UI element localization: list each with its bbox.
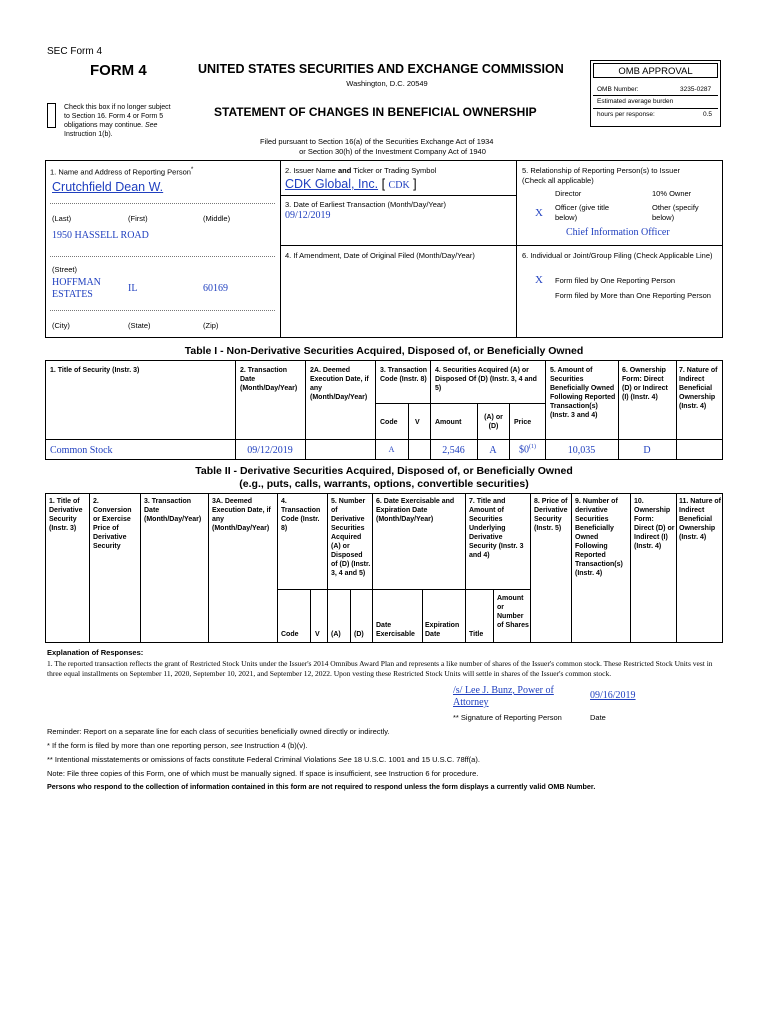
t2-h-code: 4. Transaction Code (Instr. 8)	[281, 498, 321, 532]
ticker-bracket: ]	[413, 177, 417, 191]
table1-title: Table I - Non-Derivative Securities Acquired, Disposed of, or Beneficially Owned	[184, 345, 584, 357]
director-option[interactable]: Director	[555, 189, 582, 198]
checkbox-instructions	[64, 103, 189, 139]
ticker-bracket: [	[381, 177, 386, 191]
t2-sub-expiration: Expiration Date	[425, 622, 460, 638]
t2-sub-code: Code	[281, 631, 299, 638]
t2-sub-v: V	[315, 631, 320, 638]
reminder-note: Reminder: Report on a separate line for each class of securities beneficially owned directly or indirectly.	[47, 727, 390, 736]
t1-sub-ad: (A) or (D)	[484, 414, 503, 430]
issuer-name[interactable]: CDK Global, Inc.	[285, 177, 379, 191]
note-part: 18 U.S.C. 1001 and 15 U.S.C. 78ff(a).	[353, 755, 480, 764]
last-name-label: (Last)	[52, 214, 72, 223]
t1-h-date: 2. Transaction Date (Month/Day/Year)	[240, 367, 298, 392]
omb-disclaimer: Persons who respond to the collection of information contained in this form are not required to respond unless the form displays a currently valid OMB Number.	[47, 782, 596, 791]
relationship-label-line: (Check all applicable)	[522, 176, 594, 185]
t2-h-number: 5. Number of Derivative Securities Acquired (A) or Disposed of (D) (Instr. 3, 4 and 5)	[331, 498, 371, 577]
earliest-date-value: 09/12/2019	[285, 210, 331, 221]
reporting-person-name[interactable]: Crutchfield Dean W.	[52, 180, 164, 194]
t1-sub-code: Code	[380, 419, 398, 426]
omb-number-value: 3235-0287	[680, 86, 712, 93]
first-name-label: (First)	[128, 214, 148, 223]
street-label: (Street)	[52, 265, 78, 274]
t1-row-title: Common Stock	[50, 445, 113, 456]
relationship-label	[522, 166, 680, 186]
omb-title: OMB APPROVAL	[618, 66, 693, 77]
misstatement-note	[47, 755, 480, 764]
statement-title: STATEMENT OF CHANGES IN BENEFICIAL OWNERSHIP	[214, 105, 537, 119]
t2-h-price: 8. Price of Derivative Security (Instr. 5)	[534, 498, 568, 532]
note-part: * If the form is filed by more than one reporting person,	[47, 741, 229, 750]
t1-row-price	[519, 444, 536, 455]
checkbox-text-see: See	[144, 122, 158, 129]
signature: /s/ Lee J. Bunz, Power of Attorney	[453, 685, 554, 708]
t2-sub-amount: Amount or Number of Shares	[497, 595, 529, 629]
copies-note: Note: File three copies of this Form, one of which must be manually signed. If space is insufficient, see Instruction 6 for procedure.	[47, 769, 479, 778]
t2-h-owned: 9. Number of derivative Securities Beneficially Owned Following Reported Transaction(s) (Instr. 4)	[575, 498, 623, 577]
t1-row-code: A	[388, 445, 395, 454]
note-italic: see	[230, 741, 243, 750]
omb-hours-value: 0.5	[703, 111, 713, 118]
filing-more-option[interactable]: Form filed by More than One Reporting Person	[555, 291, 711, 300]
city-value: HOFFMAN ESTATES	[52, 277, 101, 300]
t1-h-title: 1. Title of Security (Instr. 3)	[50, 367, 140, 374]
table2-subtitle: (e.g., puts, calls, warrants, options, convertible securities)	[239, 478, 529, 490]
multi-person-note	[47, 741, 308, 750]
t2-h-underlying: 7. Title and Amount of Securities Underlying Derivative Security (Instr. 3 and 4)	[469, 498, 524, 559]
t1-row-price-note: (1)	[529, 444, 536, 450]
city-label: (City)	[52, 321, 70, 330]
earliest-date-label: 3. Date of Earliest Transaction (Month/Day/Year)	[285, 200, 447, 209]
reporting-person-label-text: 1. Name and Address of Reporting Person	[50, 167, 191, 177]
ticker-symbol: CDK	[388, 180, 410, 191]
issuer-name-row	[285, 177, 417, 191]
officer-title: Chief Information Officer	[566, 227, 670, 238]
filing-one-checkmark[interactable]: X	[535, 274, 543, 286]
state-value: IL	[128, 283, 138, 294]
no-longer-subject-checkbox[interactable]	[47, 103, 56, 128]
t2-sub-date-exercisable: Date Exercisable	[376, 622, 415, 638]
omb-burden-label: Estimated average burden	[597, 98, 674, 105]
checkbox-text-part: obligations may continue.	[64, 122, 143, 129]
t1-row-owned: 10,035	[567, 445, 596, 456]
commission-title: UNITED STATES SECURITIES AND EXCHANGE COMMISSION	[198, 62, 564, 76]
explanation-text: 1. The reported transaction reflects the grant of Restricted Stock Units under the Issuer's 2014 Omnibus Award Plan and represents a like number of shares of the Issuer's common stock. These Restricted Stock Units vest in three equal installments on September 11, 2020, September 10, 2021, and September 12, 2022. Upon vesting these Restricted Stock Units will settle in shares of the Issuer's common stock.	[47, 659, 713, 678]
middle-name-label: (Middle)	[203, 214, 231, 223]
t1-sub-v: V	[415, 419, 420, 426]
note-italic: See	[338, 755, 352, 764]
t1-sub-price: Price	[514, 419, 532, 426]
t2-h-exercisable: 6. Date Exercisable and Expiration Date (Month/Day/Year)	[376, 498, 455, 523]
t1-row-form: D	[643, 445, 651, 456]
checkbox-text-line	[64, 121, 189, 130]
t1-row-ad: A	[489, 445, 497, 456]
filed-pursuant-line2: or Section 30(h) of the Investment Company Act of 1940	[299, 147, 486, 156]
t2-h-form: 10. Ownership Form: Direct (D) or Indirect (I) (Instr. 4)	[634, 498, 675, 550]
filed-pursuant-line1: Filed pursuant to Section 16(a) of the Securities Exchange Act of 1934	[260, 137, 494, 146]
signature-date-label: Date	[590, 713, 606, 722]
t1-row-price-value: $0	[519, 444, 529, 456]
t2-sub-d: (D)	[354, 631, 364, 638]
issuer-label-part: Ticker or Trading Symbol	[351, 166, 437, 175]
signature-date: 09/16/2019	[590, 690, 636, 701]
note-part: Instruction 4 (b)(v).	[244, 741, 308, 750]
filing-one-option[interactable]: Form filed by One Reporting Person	[555, 276, 676, 285]
checkbox-text-line: Check this box if no longer subject	[64, 104, 171, 111]
t2-h-nature: 11. Nature of Indirect Beneficial Ownership (Instr. 4)	[679, 498, 722, 541]
t2-h-deemed: 3A. Deemed Execution Date, if any (Month/Day/Year)	[212, 498, 271, 532]
t1-h-acquired: 4. Securities Acquired (A) or Disposed Of (D) (Instr. 3, 4 and 5)	[435, 367, 537, 392]
t2-h-conversion: 2. Conversion or Exercise Price of Derivative Security	[93, 498, 132, 550]
sec-form-label: SEC Form 4	[47, 46, 103, 57]
zip-label: (Zip)	[203, 321, 219, 330]
t1-h-code: 3. Transaction Code (Instr. 8)	[380, 367, 428, 383]
explanation-heading: Explanation of Responses:	[47, 648, 144, 657]
t1-h-deemed: 2A. Deemed Execution Date, if any (Month/Day/Year)	[310, 367, 369, 401]
t2-sub-title: Title	[469, 631, 484, 638]
omb-hours-label: hours per response:	[597, 111, 655, 118]
t1-h-owned: 5. Amount of Securities Beneficially Owned Following Reported Transaction(s) (Instr. 3 and 4)	[550, 367, 616, 419]
t1-row-amount: 2,546	[442, 445, 465, 456]
t1-row-date: 09/12/2019	[247, 445, 293, 456]
checkbox-text-line: to Section 16. Form 4 or Form 5	[64, 113, 164, 120]
amendment-label: 4. If Amendment, Date of Original Filed (Month/Day/Year)	[285, 251, 475, 260]
officer-option[interactable]: Officer (give title below)	[555, 203, 610, 222]
issuer-label	[285, 166, 436, 175]
reporting-person-label	[50, 166, 193, 177]
other-option[interactable]: Other (specify below)	[652, 203, 699, 222]
relationship-label-line: 5. Relationship of Reporting Person(s) to Issuer	[522, 166, 680, 175]
t1-sub-amount: Amount	[435, 419, 462, 426]
t2-sub-a: (A)	[331, 631, 341, 638]
omb-number-label: OMB Number:	[597, 86, 639, 93]
filing-label: 6. Individual or Joint/Group Filing (Check Applicable Line)	[522, 251, 713, 260]
t2-h-title: 1. Title of Derivative Security (Instr. 3)	[49, 498, 83, 532]
state-label: (State)	[128, 321, 151, 330]
issuer-label-and: and	[337, 166, 352, 175]
commission-location: Washington, D.C. 20549	[346, 79, 428, 88]
footnote-star: *	[190, 166, 194, 173]
t1-h-form: 6. Ownership Form: Direct (D) or Indirect (I) (Instr. 4)	[622, 367, 668, 401]
t1-h-nature: 7. Nature of Indirect Beneficial Ownership (Instr. 4)	[679, 367, 718, 410]
officer-checkmark[interactable]: X	[535, 207, 543, 219]
issuer-label-part: 2. Issuer Name	[285, 166, 338, 175]
signature-label: ** Signature of Reporting Person	[453, 713, 562, 722]
table2-title: Table II - Derivative Securities Acquired, Disposed of, or Beneficially Owned	[195, 465, 573, 477]
t2-h-date: 3. Transaction Date (Month/Day/Year)	[144, 498, 202, 523]
form-title: FORM 4	[90, 62, 147, 79]
zip-value: 60169	[203, 283, 228, 294]
note-part: ** Intentional misstatements or omissions of facts constitute Federal Criminal Violations	[47, 755, 337, 764]
ten-percent-option[interactable]: 10% Owner	[652, 189, 692, 198]
checkbox-text-line: Instruction 1(b).	[64, 131, 113, 138]
street-value: 1950 HASSELL ROAD	[52, 230, 149, 241]
